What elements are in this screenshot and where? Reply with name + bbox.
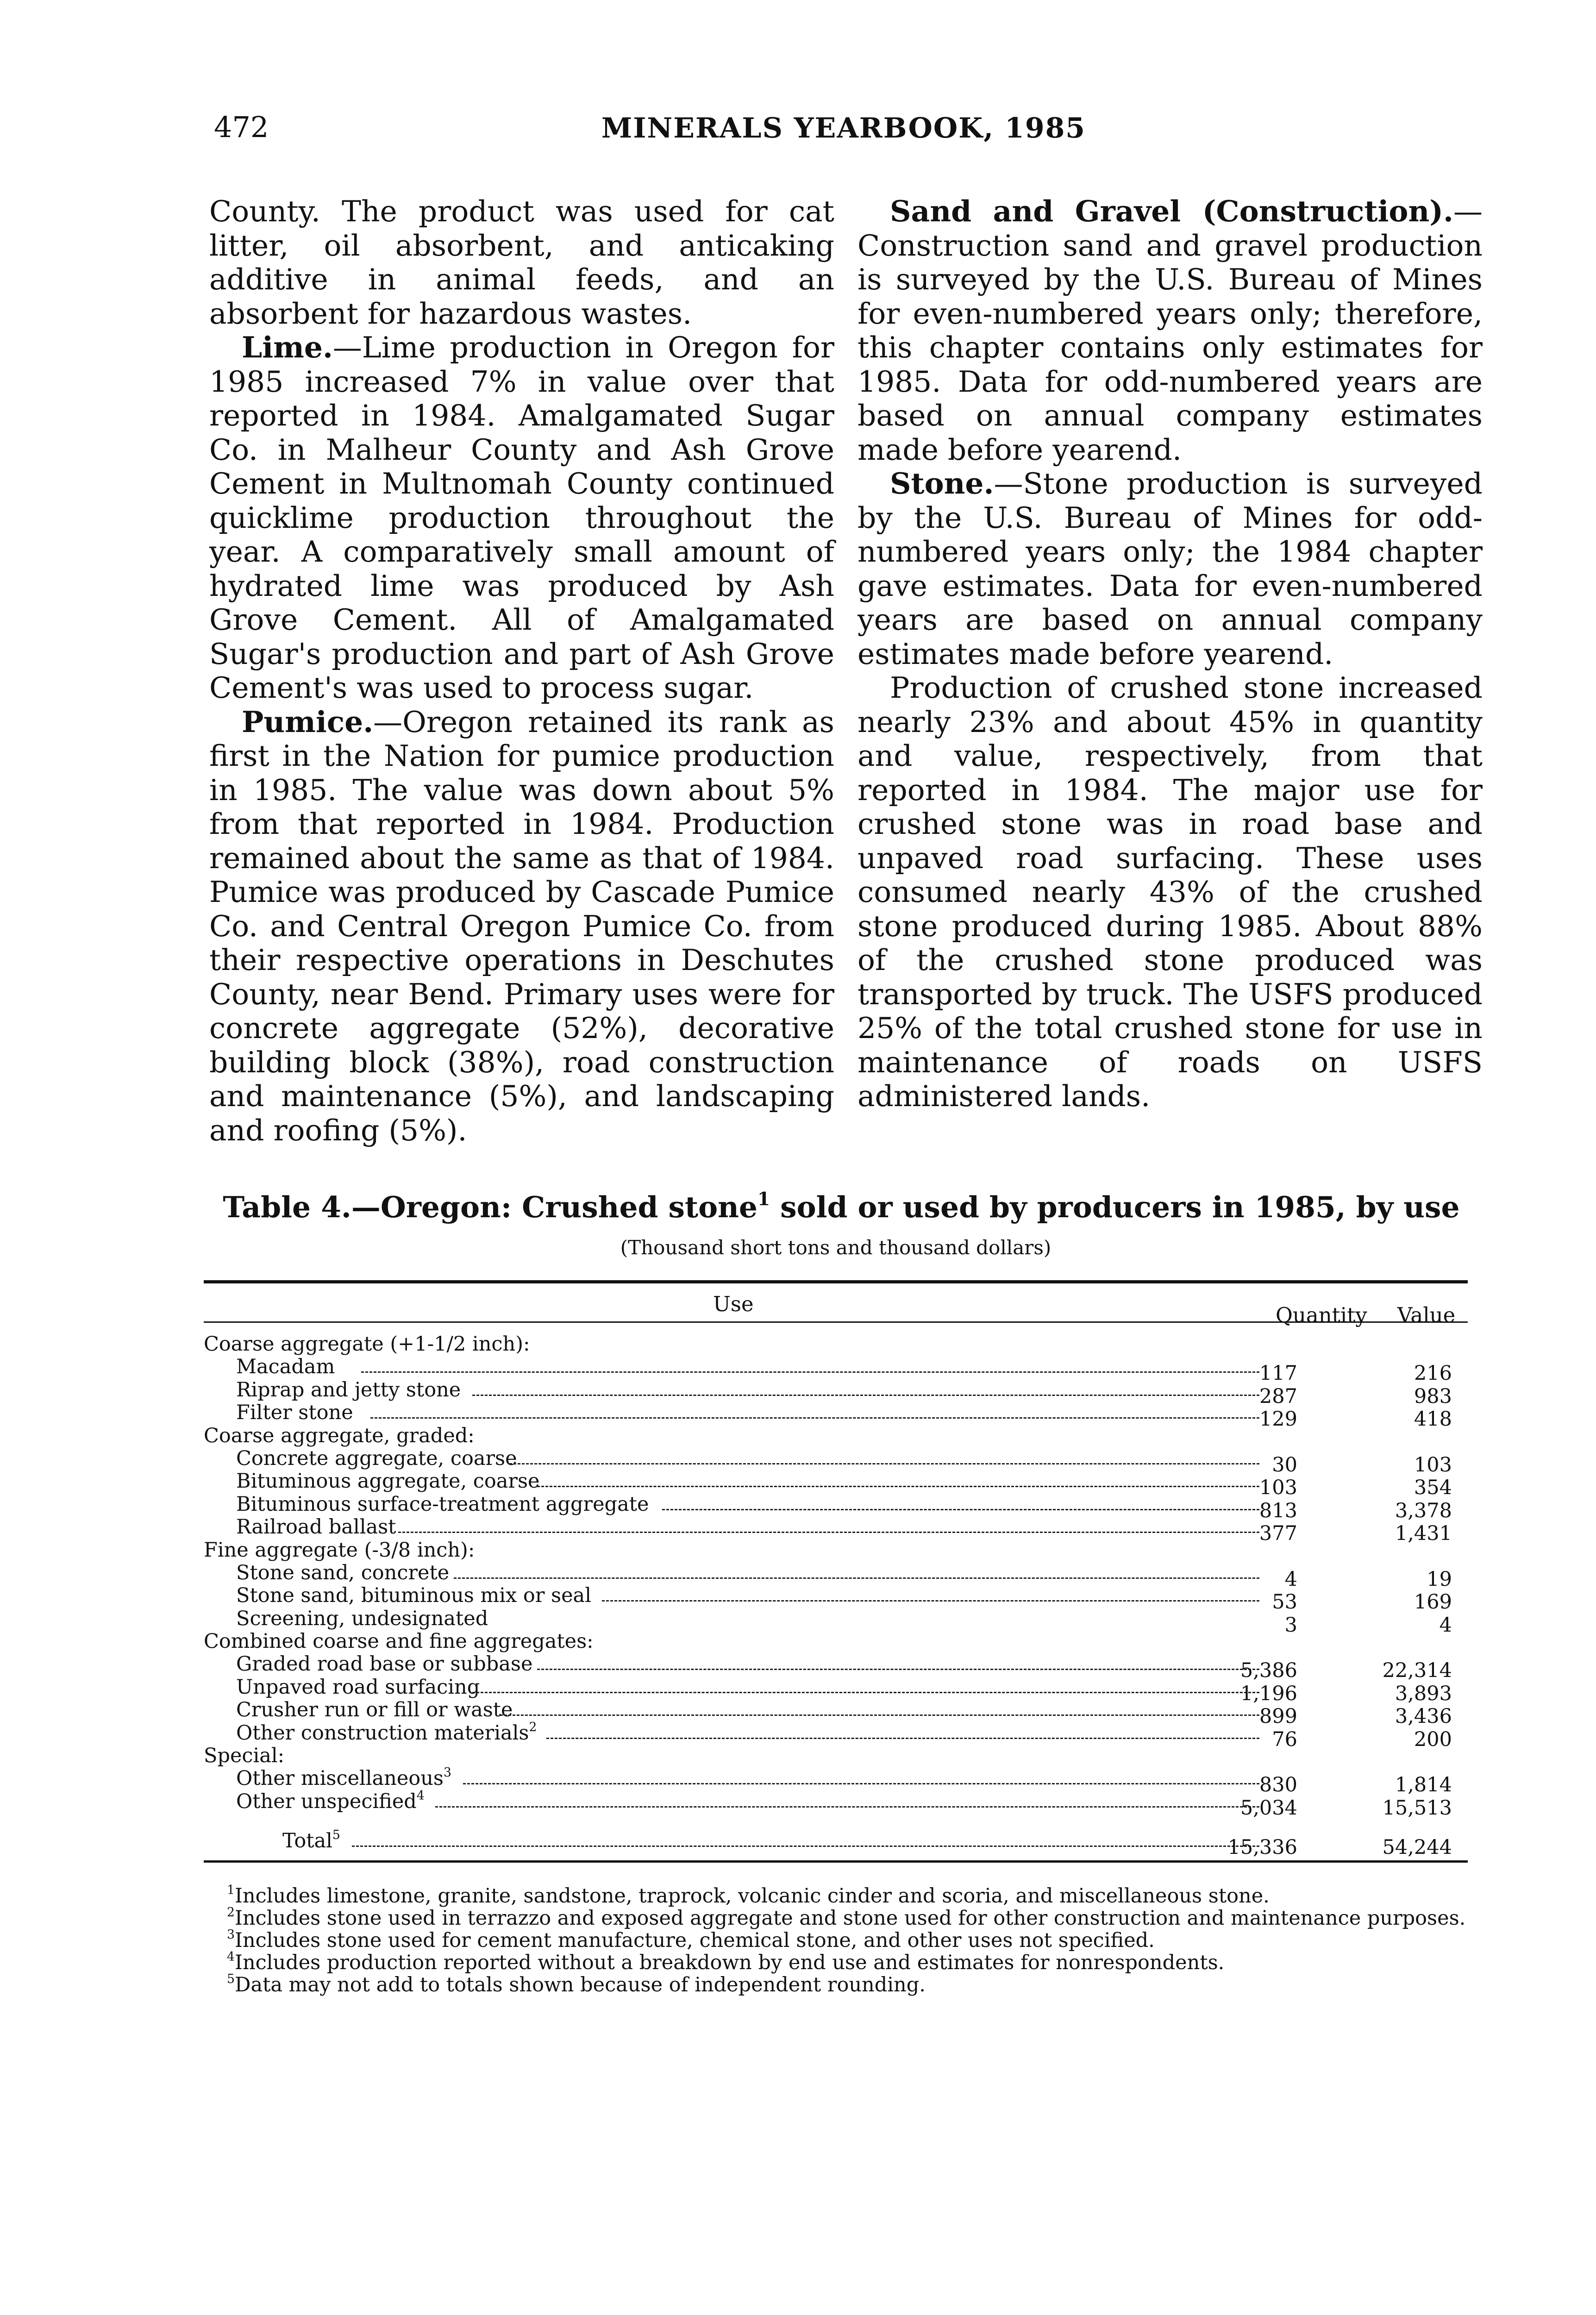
dot-leader	[435, 1806, 1259, 1808]
table-subtitle: (Thousand short tons and thousand dollars)	[620, 1236, 1051, 1259]
row-quantity: 899	[1259, 1705, 1297, 1728]
dot-leader	[370, 1417, 1259, 1419]
run-in-head-sand-gravel: Sand and Gravel (Construction).	[890, 194, 1453, 228]
right-column	[857, 194, 1483, 1114]
row-value: 983	[1414, 1384, 1452, 1408]
table-title-text: Table 4.—Oregon: Crushed stone	[223, 1190, 758, 1224]
table-row	[204, 1675, 1468, 1705]
column-header-use: Use	[713, 1292, 754, 1316]
page-number: 472	[214, 110, 269, 144]
footnote-number: 3	[227, 1927, 235, 1942]
row-quantity: 15,336	[1227, 1836, 1297, 1859]
row-value: 3,436	[1395, 1705, 1452, 1728]
table-row	[204, 1378, 1468, 1408]
row-label-text: Other construction materials	[236, 1721, 529, 1745]
table-row	[204, 1446, 1468, 1477]
row-value: 3,893	[1395, 1682, 1452, 1705]
table-row	[204, 1788, 1468, 1820]
row-label	[236, 1767, 451, 1790]
row-quantity: 3	[1284, 1613, 1297, 1637]
row-quantity: 117	[1259, 1362, 1297, 1385]
row-label: Railroad ballast	[236, 1515, 396, 1539]
row-value: 4	[1439, 1613, 1452, 1637]
table-bottom-rule	[204, 1860, 1468, 1863]
footnote	[204, 1952, 1468, 1974]
row-quantity: 1,196	[1240, 1682, 1297, 1705]
page-header	[214, 110, 1473, 152]
footnote-mark: 4	[416, 1788, 425, 1803]
paragraph-stone	[857, 467, 1483, 671]
table-header	[204, 1283, 1468, 1327]
paragraph-pumice	[209, 705, 834, 1148]
footnote-number: 2	[227, 1905, 235, 1920]
row-quantity: 5,034	[1240, 1796, 1297, 1820]
footnote-number: 1	[227, 1883, 235, 1898]
table-row	[204, 1584, 1468, 1614]
row-value: 54,244	[1382, 1836, 1452, 1859]
footnote	[204, 1885, 1468, 1907]
footnote	[204, 1929, 1468, 1952]
row-label: Bituminous aggregate, coarse	[236, 1470, 540, 1493]
row-label: Crusher run or fill or waste	[236, 1698, 513, 1722]
footnote-text: Data may not add to totals shown because of independent rounding.	[234, 1973, 926, 1997]
sand-gravel-body: —Construction sand and gravel production is surveyed by the U.S. Bureau of Mines for even-numbered years only; therefore, this chapter contains only estimates for 1985. Data for odd-numbered years are based on annual company estimates made before yearend.	[857, 194, 1483, 467]
dot-leader	[509, 1463, 1259, 1464]
table-row	[204, 1765, 1468, 1797]
table-footnotes	[204, 1885, 1468, 1996]
dot-leader	[352, 1846, 1259, 1847]
dot-leader	[454, 1577, 1259, 1579]
table-row	[204, 1652, 1468, 1683]
row-label	[236, 1722, 537, 1745]
row-value: 15,513	[1382, 1796, 1452, 1820]
table-4	[204, 1190, 1468, 1996]
left-column	[209, 194, 834, 1147]
dot-leader	[546, 1738, 1259, 1739]
row-label: Coarse aggregate, graded:	[204, 1424, 475, 1447]
row-quantity: 53	[1272, 1590, 1297, 1614]
table-row-total	[204, 1813, 1468, 1859]
table-row	[204, 1515, 1468, 1545]
row-label: Graded road base or subbase	[236, 1652, 533, 1676]
row-label: Stone sand, concrete	[236, 1561, 450, 1584]
footnote-number: 5	[227, 1972, 235, 1987]
table-row-category	[204, 1539, 1468, 1562]
table-row	[204, 1607, 1468, 1637]
row-value: 3,378	[1395, 1499, 1452, 1522]
paragraph-crushed-stone: Production of crushed stone increased nearly 23% and about 45% in quantity and value, respectively, from that reported in 1984. The major use for crushed stone was in road base and unpaved road surfacing. These uses consumed nearly 43% of the crushed stone produced during 1985. About 88% of the crushed stone produced was transported by truck. The USFS produced 25% of the total crushed stone for use in maintenance of roads on USFS administered lands.	[857, 671, 1483, 1113]
table-row	[204, 1720, 1468, 1751]
table-title-footnote-mark: 1	[757, 1189, 770, 1210]
row-label: Unpaved road surfacing	[236, 1675, 480, 1699]
paragraph-lime	[209, 331, 834, 705]
table-row-category	[204, 1745, 1468, 1767]
row-value: 22,314	[1382, 1659, 1452, 1683]
dot-leader	[472, 1395, 1259, 1396]
row-value: 1,814	[1395, 1773, 1452, 1797]
row-quantity: 5,386	[1240, 1659, 1297, 1683]
table-top-rule	[204, 1280, 1468, 1283]
table-row	[204, 1561, 1468, 1591]
table-row	[204, 1492, 1468, 1522]
run-in-head-lime: Lime.	[242, 330, 333, 364]
row-label: Macadam	[236, 1355, 335, 1379]
row-value: 1,431	[1395, 1522, 1452, 1545]
row-quantity: 377	[1259, 1522, 1297, 1545]
row-label-text: Other miscellaneous	[236, 1767, 444, 1790]
row-quantity: 287	[1259, 1384, 1297, 1408]
column-header-value: Value	[1397, 1303, 1456, 1327]
row-label: Screening, undesignated	[236, 1607, 488, 1630]
row-label: Fine aggregate (-3/8 inch):	[204, 1538, 475, 1562]
dot-leader	[398, 1532, 1259, 1533]
pumice-body: —Oregon retained its rank as first in the Nation for pumice production in 1985. The value was down about 5% from that reported in 1984. Production remained about the same as that of 1984. Pumice was produced by Cascade Pumice Co. and Central Oregon Pumice Co. from their respective operations in Deschutes County, near Bend. Primary uses were for concrete aggregate (52%), decorative building block (38%), road construction and maintenance (5%), and landscaping and roofing (5%).	[209, 705, 834, 1147]
dot-leader	[602, 1600, 1259, 1602]
row-quantity: 4	[1284, 1567, 1297, 1591]
row-quantity: 129	[1259, 1408, 1297, 1431]
row-label: Filter stone	[236, 1401, 353, 1425]
dot-leader	[500, 1714, 1259, 1716]
table-row-category	[204, 1425, 1468, 1447]
footnote-mark: 5	[332, 1828, 340, 1843]
dot-leader	[537, 1486, 1259, 1487]
table-title	[215, 1190, 1468, 1224]
row-value: 216	[1414, 1362, 1452, 1385]
row-label: Concrete aggregate, coarse	[236, 1446, 517, 1470]
run-in-head-stone: Stone.	[890, 466, 994, 501]
running-head: MINERALS YEARBOOK, 1985	[601, 112, 1086, 144]
row-label	[282, 1830, 340, 1852]
footnote-text: Includes production reported without a breakdown by end use and estimates for nonrespondents.	[234, 1951, 1225, 1975]
table-title-text-end: sold or used by producers in 1985, by use	[770, 1190, 1460, 1224]
row-quantity: 30	[1272, 1453, 1297, 1477]
row-value: 418	[1414, 1408, 1452, 1431]
dot-leader	[662, 1509, 1259, 1510]
row-label: Coarse aggregate (+1-1/2 inch):	[204, 1333, 530, 1356]
row-value: 354	[1414, 1476, 1452, 1500]
table-row	[204, 1401, 1468, 1431]
row-value: 103	[1414, 1453, 1452, 1477]
table-row	[204, 1470, 1468, 1500]
dot-leader	[463, 1783, 1259, 1784]
footnote-text: Includes stone used for cement manufacture, chemical stone, and other uses not specified.	[234, 1929, 1155, 1952]
footnote-text: Includes limestone, granite, sandstone, traprock, volcanic cinder and scoria, and miscellaneous stone.	[234, 1884, 1270, 1908]
footnote-text: Includes stone used in terrazzo and exposed aggregate and stone used for other construction and maintenance purposes.	[234, 1907, 1466, 1930]
footnote	[204, 1907, 1468, 1929]
dot-leader	[537, 1669, 1259, 1670]
table-body	[204, 1333, 1468, 1859]
row-value: 19	[1427, 1567, 1452, 1591]
paragraph-continuation: County. The product was used for cat litter, oil absorbent, and anticaking additive in animal feeds, and an absorbent for hazardous wastes.	[209, 194, 834, 331]
paragraph-sand-gravel	[857, 194, 1483, 467]
table-row	[204, 1355, 1468, 1385]
row-label: Stone sand, bituminous mix or seal	[236, 1584, 591, 1608]
row-quantity: 103	[1259, 1476, 1297, 1500]
lime-body: —Lime production in Oregon for 1985 increased 7% in value over that reported in 1984. Amalgamated Sugar Co. in Malheur County and Ash Grove Cement in Multnomah County continued quicklime production throughout the year. A comparatively small amount of hydrated lime was produced by Ash Grove Cement. All of Amalgamated Sugar's production and part of Ash Grove Cement's was used to process sugar.	[209, 331, 834, 705]
row-label	[236, 1790, 425, 1813]
row-quantity: 830	[1259, 1773, 1297, 1797]
table-row	[204, 1698, 1468, 1728]
column-header-quantity: Quantity	[1276, 1303, 1367, 1327]
row-label: Bituminous surface-treatment aggregate	[236, 1492, 649, 1516]
row-label: Special:	[204, 1744, 285, 1768]
row-label-text: Total	[282, 1829, 332, 1853]
table-row-category	[204, 1333, 1468, 1356]
stone-body: —Stone production is surveyed by the U.S. Bureau of Mines for odd-numbered years only; the 1984 chapter gave estimates. Data for even-numbered years are based on annual company estimates made before yearend.	[857, 467, 1483, 671]
run-in-head-pumice: Pumice.	[242, 704, 374, 739]
row-label-text: Other unspecified	[236, 1789, 417, 1813]
dot-leader	[361, 1371, 1259, 1373]
table-row-category	[204, 1630, 1468, 1653]
row-quantity: 813	[1259, 1499, 1297, 1522]
footnote-mark: 2	[529, 1720, 537, 1734]
row-value: 200	[1414, 1727, 1452, 1751]
row-quantity: 76	[1272, 1727, 1297, 1751]
row-label: Riprap and jetty stone	[236, 1378, 461, 1402]
row-value: 169	[1414, 1590, 1452, 1614]
dot-leader	[472, 1692, 1259, 1693]
row-label: Combined coarse and fine aggregates:	[204, 1630, 594, 1653]
footnote-number: 4	[227, 1950, 235, 1965]
footnote	[204, 1974, 1468, 1996]
footnote-mark: 3	[443, 1765, 451, 1780]
